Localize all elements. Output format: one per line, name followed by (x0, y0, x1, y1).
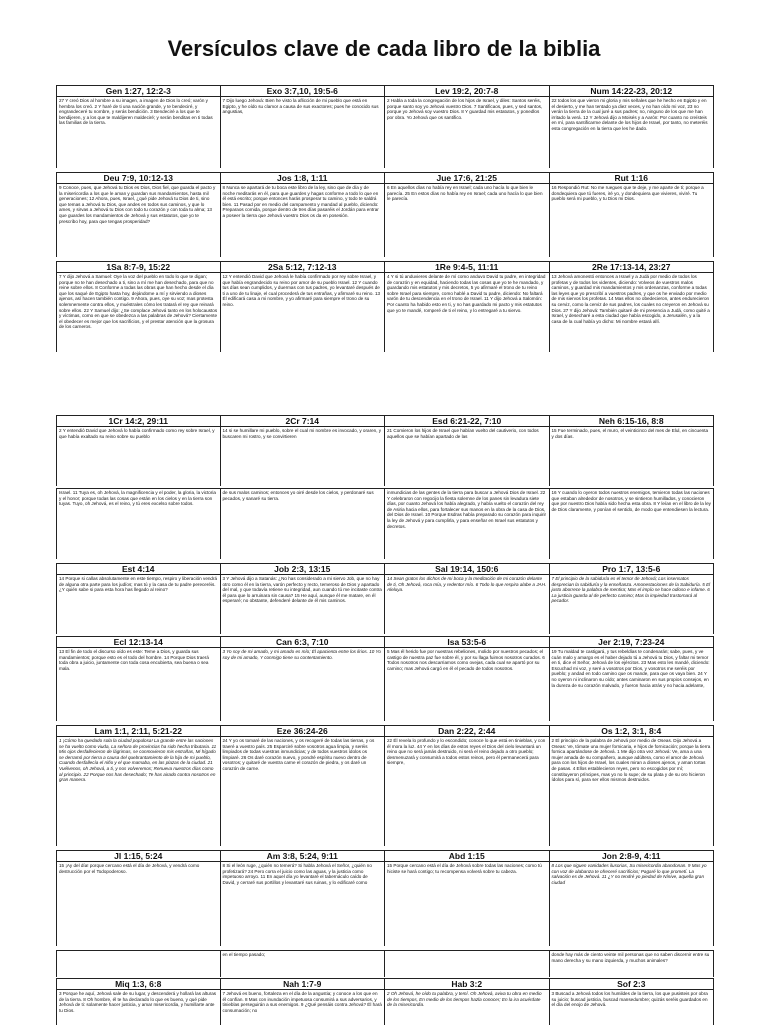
verse-text: 15 Fue terminado, pues, el muro, el veinticinco del mes de Elul, en cincuenta y dos días. (551, 428, 709, 439)
verse-cell (56, 86, 221, 168)
verse-cell (221, 851, 386, 946)
book-reference: Dan 2:22, 2:44 (385, 726, 549, 737)
verse-cell (221, 564, 386, 634)
verse-text: donde hay más de ciento veinte mil personas que no saben discernir entre su mano derecha y su mano izquierda, y muchos animales? (551, 952, 710, 963)
verse-text: 8 Nunca se apartará de tu boca este libro de la ley, sino que de día y de noche meditarás en él, para que guardes y hagas conforme a todo lo que en él está escrito; porque entonces harás prosperar tu camino, y todo te saldrá bien. 11 Pasad por en medio del campamento y mandad al pueblo, diciendo: Preparaos comida, porque dentro de tres días pasaréis el Jordán para entrar a poseer la tierra que Jehová vuestro Dios os da en posesión. (222, 185, 379, 218)
book-reference: Rut 1:16 (550, 173, 714, 184)
verse-cell (385, 262, 550, 352)
verse-cell (56, 951, 221, 977)
verse-cell (221, 979, 386, 1025)
book-reference: 2Sa 5:12, 7:12-13 (221, 262, 385, 273)
book-reference: Ecl 12:13-14 (57, 637, 220, 648)
verse-cell (385, 979, 550, 1025)
verse-row (56, 488, 714, 559)
verse-text (57, 951, 220, 953)
book-reference: Isa 53:5-6 (385, 637, 549, 648)
verse-text: 19 Tu maldad te castigará, y tus rebeldías te condenarán; sabe, pues, y ve cuán malo y amargo es el haber dejado tú a Jehová tu Dios, y faltar mi temor en ti, dice el Señor, Jehová de los ejércitos. 23 Mas esto les mandé, diciendo: Escuchad mi voz, y seré a vosotros por Dios, y vosotros me seréis por pueblo; y andad en todo camino que os mande, para que os vaya bien. 24 Y no oyeron ni inclinaron su oído; antes caminaron en sus propios consejos, en la dureza de su corazón malvado, y fueron hacia atrás y no hacia adelante, (551, 649, 710, 688)
verse-cell (56, 173, 221, 257)
verse-cell (221, 173, 386, 257)
book-reference: Jon 2:8-9, 4:11 (550, 851, 714, 862)
verse-row (56, 636, 714, 721)
verse-text: 12 Y entendió David que Jehová le había confirmado por rey sobre Israel, y que había engrandecido su reino por amor de su pueblo Israel. 12 Y cuando tus días sean cumplidos, y duermas con tus padres, yo levantaré después de ti a uno de tu linaje, el cual procederá de tus entrañas, y afirmaré su reino. 13 Él edificará casa a mi nombre, y yo afirmaré para siempre el trono de su reino. (222, 274, 381, 307)
verse-cell (550, 416, 715, 486)
verse-row (56, 172, 714, 257)
verse-text: 2 Y entendió David que Jehová lo había confirmado como rey sobre Israel, y que había exaltado su reino sobre su pueblo (59, 428, 215, 439)
verse-text: 8 Si el león ruge, ¿quién no temerá? Si habla Jehová el Señor, ¿quién no profetizará? 24 Pero corra el juicio como las aguas, y la justicia como impetuoso arroyo. 11 En aquel día yo levantaré el tabernáculo caído de David, y cerraré sus portillos y levantaré sus ruinas, y lo edificaré como (222, 863, 372, 885)
book-reference: Jer 2:19, 7:23-24 (550, 637, 714, 648)
verse-cell (56, 416, 221, 486)
book-reference: Jos 1:8, 1:11 (221, 173, 385, 184)
verse-text: en el tiempo pasado; (222, 952, 266, 957)
book-reference: 1Re 9:4-5, 11:11 (385, 262, 549, 273)
verse-text: 14 Sean gratos los dichos de mi boca y la meditación de mi corazón delante de ti, Oh Jehová, roca mía, y redentor mío. 6 Todo lo que respira alabe a JAH. Aleluya. (387, 576, 547, 593)
verse-cell (550, 726, 715, 846)
verse-text (385, 951, 549, 953)
verse-row (56, 415, 714, 486)
verse-cell (550, 637, 715, 721)
verse-text: 3 Y Jehová dijo a Satanás: ¿No has considerado a mi siervo Job, que no hay otro como él en la tierra, varón perfecto y recto, temeroso de Dios y apartado del mal, y que todavía retiene su integridad, aun cuando tú me incitaste contra él para que lo arruinara sin causa? 15 He aquí, aunque él me matare, en él esperaré; no obstante, defenderé delante de él mis caminos. (222, 576, 382, 604)
book-reference: 1Cr 14:2, 29:11 (57, 416, 220, 427)
book-reference: Deu 7:9, 10:12-13 (57, 173, 220, 184)
verse-cell (550, 951, 715, 977)
verse-cell (385, 851, 550, 946)
verse-cell (385, 489, 550, 559)
verse-cell (221, 726, 386, 846)
verse-text: 8 Los que siguen vanidades ilusorias, Su misericordia abandonan. 9 Mas yo con voz de alabanza te ofreceré sacrificios; Pagaré lo que prometí. La salvación es de Jehová. 11 ¿Y no tendré yo piedad de Nínive, aquella gran ciudad (551, 863, 707, 885)
verse-text: 7 Jehová es bueno, fortaleza en el día de la angustia; y conoce a los que en él confían. 8 Mas con inundación impetuosa consumirá a sus adversarios, y tinieblas perseguirán a sus enemigos. 9 ¿Qué pensáis contra Jehová? Él hará consumación; no (222, 991, 382, 1013)
book-reference: Lev 19:2, 20:7-8 (385, 86, 549, 97)
verse-cell (385, 416, 550, 486)
book-reference: Est 4:14 (57, 564, 220, 575)
book-reference: 2Re 17:13-14, 23:27 (550, 262, 714, 273)
book-reference: Pro 1:7, 13:5-6 (550, 564, 714, 575)
verse-row (56, 978, 714, 1025)
verse-cell (550, 564, 715, 634)
verse-cell (56, 637, 221, 721)
verse-cell (385, 564, 550, 634)
verse-text: 24 Y yo os tomaré de las naciones, y os recogeré de todas las tierras, y os traeré a vuestro país. 25 Esparciré sobre vosotros agua limpia, y seréis limpiados de todas vuestras inmundicias; y de todos vuestros ídolos os limpiaré. 26 Os daré corazón nuevo, y pondré espíritu nuevo dentro de vosotros; y quitaré de vuestra carne el corazón de piedra, y os daré un corazón de carne. (222, 738, 375, 771)
verse-row (56, 85, 714, 168)
verse-cell (550, 489, 715, 559)
verse-text: 13 El fin de todo el discurso oído es este: Teme a Dios, y guarda sus mandamientos; porque esto es el todo del hombre. 14 Porque Dios traerá toda obra a juicio, juntamente con toda cosa encubierta, sea buena o sea mala. (59, 649, 209, 671)
book-reference: Num 14:22-23, 20:12 (550, 86, 714, 97)
verse-cell (385, 86, 550, 168)
verse-cell (550, 262, 715, 352)
verse-text: 14 Porque si callas absolutamente en este tiempo, respiro y liberación vendrá de alguna otra parte para los judíos; mas tú y la casa de tu padre pereceréis. ¿Y quién sabe si para esta hora has llegado al reino? (59, 576, 218, 593)
verse-cell (56, 262, 221, 352)
book-reference: Jue 17:6, 21:25 (385, 173, 549, 184)
verse-text: 16 Y cuando lo oyeron todos nuestros enemigos, temieron todas las naciones que estaban alrededor de nosotros, y se sintieron humillados, y conocieron que por nuestro Dios había sido hecha esta obra. 8 Y leían en el libro de la ley de Dios claramente, y ponían el sentido, de modo que entendiesen la lectura. (551, 490, 711, 512)
book-reference: Hab 3:2 (385, 979, 549, 990)
verse-row (56, 563, 714, 634)
book-reference: Lam 1:1, 2:11, 5:21-22 (57, 726, 220, 737)
book-reference: Am 3:8, 5:24, 9:11 (221, 851, 385, 862)
verse-text: 3 Buscad a Jehová todos los humildes de la tierra, los que pusisteis por obra su juicio; buscad justicia, buscad mansedumbre; quizás seréis guardados en el día del enojo de Jehová. (551, 991, 708, 1008)
verse-cell (550, 86, 715, 168)
verse-row (56, 261, 714, 352)
book-reference: Miq 1:3, 6:8 (57, 979, 220, 990)
verse-text: inmundicias de las gentes de la tierra para buscar a Jehová Dios de Israel. 22 Y celebraron con regocijo la fiesta solemne de los panes sin levadura siete días, por cuanto Jehová los había alegrado, y había vuelto el corazón del rey de Asiria hacia ellos, para fortalecer sus manos en la obra de la casa de Dios, del Dios de Israel. 10 Porque Esdras había preparado su corazón para inquirir la ley de Jehová y para cumplirla, y para enseñar en Israel sus estatutos y decretos. (387, 490, 547, 529)
book-reference: Can 6:3, 7:10 (221, 637, 385, 648)
verse-cell (385, 173, 550, 257)
verse-text: 3 Yo soy de mi amado, y mi amado es mío; Él apacienta entre los lirios. 10 Yo soy de mi amado, Y conmigo tiene su contentamiento. (222, 649, 381, 660)
verse-cell (56, 851, 221, 946)
verse-text: 7 Y dijo Jehová a Samuel: Oye la voz del pueblo en todo lo que te digan; porque no te han desechado a ti, sino a mí me han desechado, para que no reine sobre ellos. 8 Conforme a todas las obras que han hecho desde el día que los saqué de Egipto hasta hoy, dejándome a mí y sirviendo a dioses ajenos, así hacen también contigo. 9 Ahora, pues, oye su voz; mas protesta solemnemente contra ellos, y muéstrales cómo les tratará el rey que reinará sobre ellos. 22 Y Samuel dijo: ¿Se complace Jehová tanto en los holocaustos y víctimas, como en que se obedezca a las palabras de Jehová? Ciertamente el obedecer es mejor que los sacrificios, y el prestar atención que la grosura de los carneros. (59, 274, 218, 330)
verse-text: 16 Respondió Rut: No me ruegues que te deje, y me aparte de ti; porque a dondequiera que tú fueres, iré yo, y dondequiera que vivieres, viviré. Tu pueblo será mi pueblo, y tu Dios mi Dios. (551, 185, 704, 202)
verse-text: 2 Habla a toda la congregación de los hijos de Israel, y diles: Santos seréis, porque santo soy yo Jehová vuestro Dios. 7 Santificaos, pues, y sed santos, porque yo Jehová soy vuestro Dios. 8 Y guardad mis estatutos, y ponedlos por obra. Yo Jehová que os santifico. (387, 98, 543, 120)
verse-text: 2 Oh Jehová, he oído tu palabra, y temí. Oh Jehová, aviva tu obra en medio de los tiempos, En medio de los tiempos hazla conocer; En la ira acuérdate de la misericordia. (387, 991, 542, 1008)
verse-cell (221, 416, 386, 486)
book-reference: Jl 1:15, 5:24 (57, 851, 220, 862)
verse-text: 9 Conoce, pues, que Jehová tu Dios es Dios, Dios fiel, que guarda el pacto y la misericordia a los que le aman y guardan sus mandamientos, hasta mil generaciones; 12 Ahora, pues, Israel, ¿qué pide Jehová tu Dios de ti, sino que temas a Jehová tu Dios, que andes en todos sus caminos, y que lo ames, y sirvas a Jehová tu Dios con todo tu corazón y con toda tu alma; 13 que guardes los mandamientos de Jehová y sus estatutos, que yo te prescribo hoy, para que tengas prosperidad? (59, 185, 216, 224)
verse-cell (221, 637, 386, 721)
verse-row (56, 950, 714, 977)
book-reference: Sal 19:14, 150:6 (385, 564, 549, 575)
book-reference: Exo 3:7,10, 19:5-6 (221, 86, 385, 97)
verse-text: 6 En aquellos días no había rey en Israel; cada uno hacía lo que bien le parecía. 25 En estos días no había rey en Israel; cada uno hacía lo que bien le parecía. (387, 185, 543, 202)
verse-cell (550, 173, 715, 257)
verse-text: 22 todos los que vieron mi gloria y mis señales que he hecho en Egipto y en el desierto, y me han tentado ya diez veces, y no han oído mi voz, 23 no verán la tierra de la cual juré a sus padres; no, ninguno de los que me han irritado la verá. 12 Y Jehová dijo a Moisés y a Aarón: Por cuanto no creísteis en mí, para santificarme delante de los hijos de Israel, por tanto, no meteréis esta congregación en la tierra que les he dado. (551, 98, 708, 131)
verse-text: 15 ¡Ay del día! porque cercano está el día de Jehová, y vendrá como destrucción por el Todopoderoso. (59, 863, 200, 874)
verse-cell (385, 951, 550, 977)
verse-text: 3 Porque he aquí, Jehová sale de su lugar, y descenderá y hollará las alturas de la tierra. 8 Oh hombre, él te ha declarado lo que es bueno, y qué pide Jehová de ti: solamente hacer justicia, y amar misericordia, y humillarte ante tu Dios. (59, 991, 217, 1013)
verse-cell (221, 86, 386, 168)
verse-row (56, 850, 714, 946)
verse-cell (221, 262, 386, 352)
page-title: Versículos clave de cada libro de la biblia (167, 36, 601, 61)
verse-text: 4 Y si tú anduvieres delante de mí como anduvo David tu padre, en integridad de corazón y en equidad, haciendo todas las cosas que yo te he mandado, y guardando mis estatutos y mis decretos, 5 yo afirmaré el trono de tu reino sobre Israel para siempre, como hablé a David tu padre, diciendo: No faltará varón de tu descendencia en el trono de Israel. 11 Y dijo Jehová a Salomón: Por cuanto ha habido esto en ti, y no has guardado mi pacto y mis estatutos que yo te mandé, romperé de ti el reino, y lo entregaré a tu siervo. (387, 274, 546, 313)
verse-row (56, 725, 714, 846)
verse-cell (221, 489, 386, 559)
verse-cell (385, 637, 550, 721)
verse-cell (550, 979, 715, 1025)
verse-text: 2 El principio de la palabra de Jehová por medio de Oseas. Dijo Jehová a Oseas: Ve, tómate una mujer fornicaria, e hijos de fornicación; porque la tierra fornica apartándose de Jehová. 1 Me dijo otra vez Jehová: Ve, ama a una mujer amada de su compañero, aunque adúltera, como el amor de Jehová para con los hijos de Israel, los cuales miran a dioses ajenos, y aman tortas de pasas. 4 Ellos establecieron reyes, pero no escogidos por mí; constituyeron príncipes, mas yo no lo supe; de su plata y de su oro hicieron ídolos para sí, para ser ellos mismos destruidos. (551, 738, 711, 783)
verse-text: 7 Dijo luego Jehová: Bien he visto la aflicción de mi pueblo que está en Egipto, y he oído su clamor a causa de sus exactores; pues he conocido sus angustias, (222, 98, 379, 115)
verse-text: 1 ¡Cómo ha quedado sola la ciudad populosa! La grande entre las naciones se ha vuelto como viuda, La señora de provincias ha sido hecha tributaria. 11 Mis ojos desfallecieron de lágrimas, se conmovieron mis entrañas, Mi hígado se derramó por tierra a causa del quebrantamiento de la hija de mi pueblo, Cuando desfallecía el niño y el que mamaba, en las plazas de la ciudad. 21 Vuélvenos, oh Jehová, a ti, y nos volveremos; Renueva nuestros días como al principio. 22 Porque nos has desechado; Te has airado contra nosotros en gran manera. (59, 738, 217, 783)
verse-text: 14 si se humillare mi pueblo, sobre el cual mi nombre es invocado, y oraren, y buscaren mi rostro, y se convirtieren (222, 428, 382, 439)
verse-text: 7 El principio de la sabiduría es el temor de Jehová; Los insensatos desprecian la sabiduría y la enseñanza. Amonestaciones de la Sabiduría. 5 El justo aborrece la palabra de mentira; Mas el impío se hace odioso e infame. 6 La justicia guarda al de perfecto camino; Mas la impiedad trastornará al pecador. (551, 576, 711, 604)
verse-cell (56, 564, 221, 634)
book-reference: Nah 1:7-9 (221, 979, 385, 990)
verse-cell (221, 951, 386, 977)
verse-cell (56, 489, 221, 559)
verse-text: 5 Mas él herido fue por nuestras rebeliones, molido por nuestros pecados; el castigo de nuestra paz fue sobre él, y por su llaga fuimos nosotros curados. 6 Todos nosotros nos descarriamos como ovejas, cada cual se apartó por su camino; mas Jehová cargó en él el pecado de todos nosotros. (387, 649, 545, 671)
book-reference: Esd 6:21-22, 7:10 (385, 416, 549, 427)
book-reference: 1Sa 8:7-9, 15:22 (57, 262, 220, 273)
book-reference: Neh 6:15-16, 8:8 (550, 416, 714, 427)
book-reference: Sof 2:3 (550, 979, 714, 990)
verse-cell (550, 851, 715, 946)
verse-cell (56, 979, 221, 1025)
verse-text: 21 Comieron los hijos de Israel que habían vuelto del cautiverio, con todos aquellos que se habían apartado de las (387, 428, 539, 439)
book-reference: Eze 36:24-26 (221, 726, 385, 737)
verse-text: Israel. 11 Tuya es, oh Jehová, la magnificencia y el poder, la gloria, la victoria y el honor; porque todas las cosas que están en los cielos y en la tierra son tuyas. Tuyo, oh Jehová, es el reino, y tú eres excelso sobre todos. (59, 490, 216, 507)
book-reference: 2Cr 7:14 (221, 416, 385, 427)
book-reference: Abd 1:15 (385, 851, 549, 862)
verse-cell (385, 726, 550, 846)
verse-text: 22 Él revela lo profundo y lo escondido; conoce lo que está en tinieblas, y con él mora la luz. 44 Y en los días de estos reyes el Dios del cielo levantará un reino que no será jamás destruido, ni será el reino dejado a otro pueblo; desmenuzará y consumirá a todos estos reinos, pero él permanecerá para siempre, (387, 738, 546, 766)
book-reference: Os 1:2, 3:1, 8:4 (550, 726, 714, 737)
book-reference: Job 2:3, 13:15 (221, 564, 385, 575)
book-reference: Gen 1:27, 12:2-3 (57, 86, 220, 97)
verse-text: de sus malos caminos; entonces yo oiré desde los cielos, y perdonaré sus pecados, y sanaré su tierra. (222, 490, 374, 501)
verse-text: 15 Porque cercano está el día de Jehová sobre todas las naciones; como tú hiciste se hará contigo; tu recompensa volverá sobre tu cabeza. (387, 863, 542, 874)
verse-cell (56, 726, 221, 846)
verse-text: 27 Y creó Dios al hombre a su imagen, a imagen de Dios lo creó; varón y hembra los creó. 2 Y haré de ti una nación grande, y te bendeciré, y engrandeceré tu nombre, y serás bendición. 3 Bendeciré a los que te bendijeren, y a los que te maldijeren maldeciré; y serán benditas en ti todas las familias de la tierra. (59, 98, 213, 126)
verse-text: 13 Jehová amonestó entonces a Israel y a Judá por medio de todos los profetas y de todos los videntes, diciendo: Volveos de vuestros malos caminos, y guardad mis mandamientos y mis ordenanzas, conforme a todas las leyes que yo prescribí a vuestros padres, y que os he enviado por medio de mis siervos los profetas. 14 Mas ellos no obedecieron, antes endurecieron su cerviz, como la cerviz de sus padres, los cuales no creyeron en Jehová su Dios. 27 Y dijo Jehová: También quitaré de mi presencia a Judá, como quité a Israel, y desecharé a esta ciudad que había escogido, a Jerusalén, y a la casa de la cual había yo dicho: Mi nombre estará allí. (551, 274, 710, 324)
